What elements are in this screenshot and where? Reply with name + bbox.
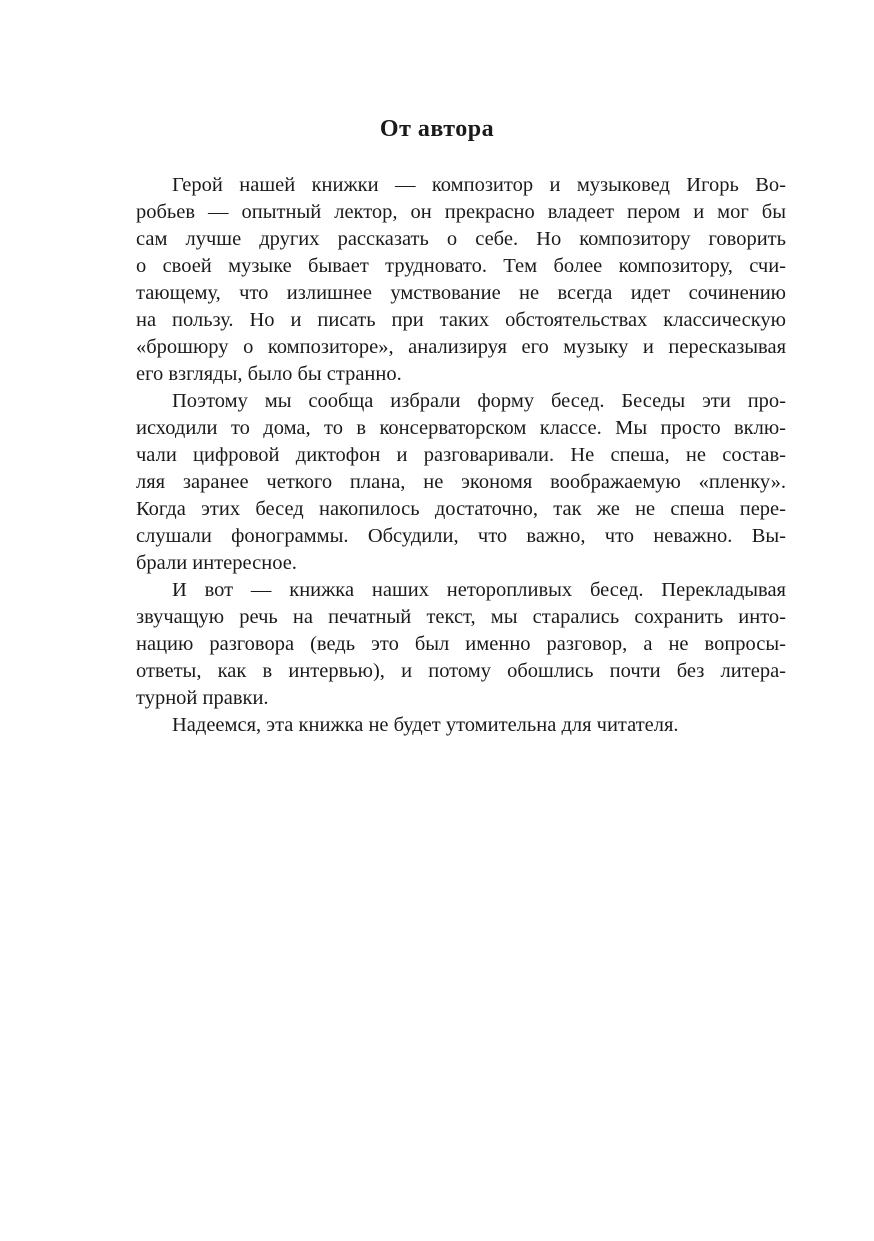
- text-line: чали цифровой диктофон и разговаривали. Не спеша, не состав-: [136, 444, 786, 466]
- text-line: брали интересное.: [136, 552, 297, 574]
- page-title: От автора: [379, 116, 495, 142]
- text-line: турной правки.: [136, 687, 269, 709]
- text-line: Герой нашей книжки — композитор и музыковед Игорь Во-: [172, 174, 786, 196]
- text-line: Поэтому мы сообща избрали форму бесед. Беседы эти про-: [172, 390, 786, 412]
- text-line: «брошюру о композиторе», анализируя его музыку и пересказывая: [136, 336, 786, 358]
- text-line: исходили то дома, то в консерваторском классе. Мы просто вклю-: [136, 417, 786, 439]
- text-line: его взгляды, было бы странно.: [136, 363, 402, 385]
- paragraph-3: [136, 577, 786, 712]
- text-line: сам лучше других рассказать о себе. Но композитору говорить: [136, 228, 786, 250]
- text-line: робьев — опытный лектор, он прекрасно владеет пером и мог бы: [136, 201, 786, 223]
- paragraph-2: [136, 388, 786, 577]
- text-line: слушали фонограммы. Обсудили, что важно, что неважно. Вы-: [136, 525, 786, 547]
- paragraph-4: [136, 712, 786, 739]
- text-line: нацию разговора (ведь это был именно разговор, а не вопросы-: [136, 633, 786, 655]
- paragraph-1: [136, 172, 786, 388]
- body-text: [136, 172, 786, 739]
- text-line: на пользу. Но и писать при таких обстоятельствах классическую: [136, 309, 786, 331]
- text-line: тающему, что излишнее умствование не всегда идет сочинению: [136, 282, 786, 304]
- text-line: ляя заранее четкого плана, не экономя воображаемую «пленку».: [136, 471, 786, 493]
- text-line: звучащую речь на печатный текст, мы старались сохранить инто-: [136, 606, 786, 628]
- text-line: о своей музыке бывает трудновато. Тем более композитору, счи-: [136, 255, 786, 277]
- text-line: Надеемся, эта книжка не будет утомительна для читателя.: [172, 714, 679, 736]
- text-line: И вот — книжка наших неторопливых бесед. Перекладывая: [172, 579, 786, 601]
- text-line: Когда этих бесед накопилось достаточно, так же не спеша пере-: [136, 498, 786, 520]
- text-line: ответы, как в интервью), и потому обошлись почти без литера-: [136, 660, 786, 682]
